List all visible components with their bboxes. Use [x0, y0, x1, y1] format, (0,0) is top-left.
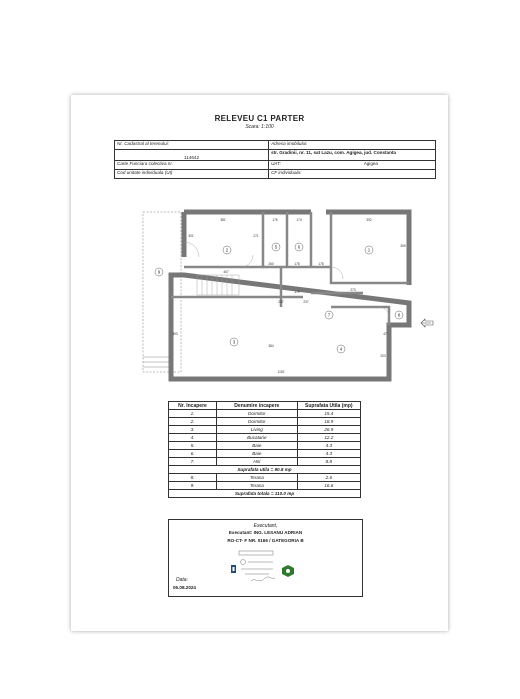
cell-name: Bucatarie [217, 434, 298, 442]
dim-label: 393 [172, 332, 178, 336]
executant-label: Executant, [253, 523, 278, 529]
dim-label: 203 [380, 354, 386, 358]
room-2-number: 2 [225, 247, 229, 253]
dim-label: 392 [366, 218, 372, 222]
cadastral-info-table [114, 140, 436, 179]
stamp-image [231, 547, 301, 587]
cell-name: Baie [217, 450, 298, 458]
room-8-number: 8 [397, 312, 401, 318]
dim-label: 1152 [277, 370, 285, 374]
dim-label: 407 [223, 270, 229, 274]
col-header-suprafata: Suprafata Utila (mp) [297, 402, 360, 410]
dim-label: 174 [296, 218, 302, 222]
cadastral-label: Nr. Cadastral al terenului: [115, 141, 269, 150]
entrance-arrow-icon [421, 319, 433, 327]
exterior-walls [171, 212, 409, 379]
document-title: RELEVEU C1 PARTER [214, 114, 305, 123]
useful-area-total: Suprafata utila = 90.8 mp [169, 466, 361, 474]
dim-label: 237 [303, 300, 309, 304]
date-label: Data: [176, 577, 188, 583]
dim-label: 381 [220, 218, 226, 222]
address-value: str. Gradinii, nr. 11, sat Lazu, com. Agigea, jud. Constanta [269, 150, 436, 161]
dim-label: 260 [268, 262, 274, 266]
cell-nr: 8. [169, 474, 217, 482]
table-row [169, 474, 361, 482]
cell-nr: 9. [169, 482, 217, 490]
cf-individuala-label: CF individuala: [269, 170, 436, 179]
dim-label: 47 [383, 332, 387, 336]
stamp-logo-icon [231, 565, 236, 573]
uat-value: Agigea [363, 161, 378, 166]
cell-nr: 4. [169, 434, 217, 442]
carte-funciara-label: Carte Funciara colectiva nr. [115, 161, 269, 170]
cod-unitate-label: Cod unitate individuala (UI) [115, 170, 269, 179]
table-row [169, 426, 361, 434]
table-row [169, 442, 361, 450]
cell-area: 26.9 [297, 426, 360, 434]
uat-label: UAT: [271, 161, 281, 166]
table-row [169, 482, 361, 490]
steps [143, 357, 169, 367]
dim-label: 384 [268, 344, 274, 348]
table-row [169, 458, 361, 466]
rooms-table [168, 401, 361, 498]
interior-walls [171, 212, 409, 325]
cell-nr: 3. [169, 426, 217, 434]
cell-area: 12.2 [297, 434, 360, 442]
cell-area: 18.9 [297, 418, 360, 426]
total-area: Suprafata totala = 110.0 mp [169, 490, 361, 498]
cell-name: Terasa [217, 482, 298, 490]
executant-box [168, 519, 363, 597]
cell-name: Terasa [217, 474, 298, 482]
cell-area: 15.4 [297, 410, 360, 418]
dim-label: 271 [253, 234, 259, 238]
executant-name: Executant: ING. LESANU ADRIAN [228, 530, 303, 535]
cell-name: Living [217, 426, 298, 434]
dim-label: 305 [400, 244, 406, 248]
date-value: 05.08.2024 [173, 585, 196, 590]
cell-area: 4.3 [297, 442, 360, 450]
uat-cell [269, 161, 436, 170]
address-label: Adresa imobilului: [269, 141, 436, 150]
cell-name: Baie [217, 442, 298, 450]
dim-label: 176 [272, 218, 278, 222]
col-header-nr: Nr. Incapere [169, 402, 217, 410]
room-1-number: 1 [367, 247, 371, 253]
floor-plan [131, 207, 441, 397]
cell-nr: 6. [169, 450, 217, 458]
room-4-number: 4 [339, 346, 343, 352]
stamp-badge-icon [282, 565, 294, 577]
dim-label: 273 [350, 288, 356, 292]
executant-registration: RO-CT- F NR. 0166 / GATEGORIA B [227, 538, 304, 543]
table-row [169, 450, 361, 458]
cell-name: Dormitor [217, 418, 298, 426]
cell-name: Dormitor [217, 410, 298, 418]
room-6-number: 6 [297, 244, 301, 250]
cell-area: 16.6 [297, 482, 360, 490]
table-row [169, 434, 361, 442]
cell-nr: 2. [169, 418, 217, 426]
cadastral-value: 114642 [115, 150, 269, 161]
table-row [169, 418, 361, 426]
cell-nr: 5. [169, 442, 217, 450]
scale-label: Scara: 1:100 [245, 124, 274, 130]
cell-area: 2.6 [297, 474, 360, 482]
cell-nr: 1. [169, 410, 217, 418]
dim-label: 170 [294, 290, 300, 294]
dim-label: 301 [188, 234, 194, 238]
cell-area: 4.3 [297, 450, 360, 458]
col-header-denumire: Denumire incapere [217, 402, 298, 410]
table-row [169, 410, 361, 418]
room-5-number: 5 [274, 244, 278, 250]
cell-name: Hol [217, 458, 298, 466]
room-7-number: 7 [327, 312, 331, 318]
terrace-9-outline [143, 212, 181, 372]
document-sheet [71, 95, 448, 631]
dim-label: 257 [278, 300, 284, 304]
cell-nr: 7. [169, 458, 217, 466]
room-9-number: 9 [157, 269, 161, 275]
room-3-number: 3 [232, 339, 236, 345]
cell-area: 8.8 [297, 458, 360, 466]
dim-label: 178 [318, 262, 324, 266]
dim-label: 178 [294, 262, 300, 266]
